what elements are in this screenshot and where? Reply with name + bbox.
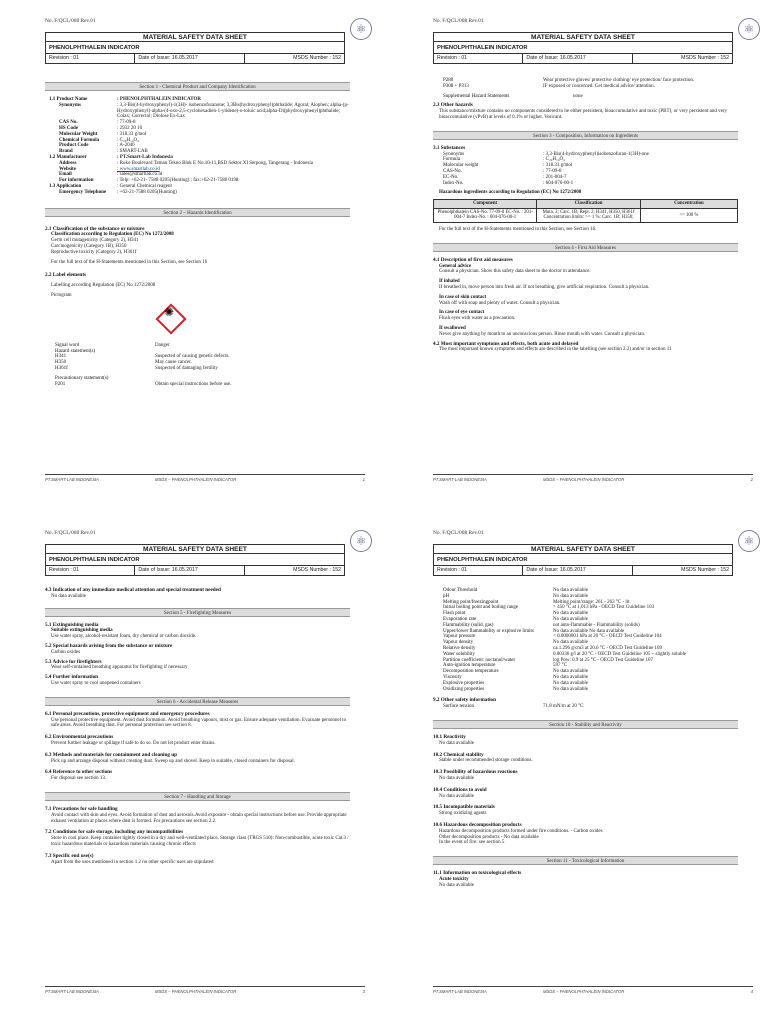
property-name: Partition coefficient: noctanol/water [443, 657, 516, 663]
revision-label: Revision : 01 [46, 54, 135, 63]
paragraph: Strong oxidizing agents [439, 811, 487, 817]
section-4-bar: Section 4 - First Aid Measures [433, 243, 738, 252]
subsection-heading: 6.3 Methods and materials for containment and cleaning up [45, 751, 178, 758]
property-name: Decomposition temperature [443, 669, 499, 675]
field-label: Synonyms [59, 102, 81, 108]
document-title: MATERIAL SAFETY DATA SHEET [434, 545, 732, 554]
product-title: PHENOLPHTHALEIN INDICATOR [46, 42, 344, 54]
paragraph: Pick up and arrange disposal without creating dust. Sweep up and shovel. Keep in suitable, closed containers for disposal. [51, 758, 295, 764]
subsection-heading: 5.3 Advice for firefighters [45, 658, 102, 665]
field-label: Website [59, 166, 76, 172]
field-value: : C₂₀H₁₄O₄ [117, 137, 139, 143]
subsection-heading: 4.3 Indication of any immediate medical attention and special treatment needed [45, 587, 221, 593]
subsection-subheading: Suitable extinguishing media [51, 628, 113, 634]
property-name: Vapour pressure [443, 634, 476, 640]
property-value: Melting point/range: 261 - 263 °C - lit. [553, 599, 631, 605]
page-footer [45, 986, 365, 994]
subsection-heading: 11.1 Information on toxicological effects [433, 870, 522, 877]
field-value: : 77-09-8 [117, 120, 136, 126]
section-1-bar: Section 1 - Chemical Product and Company Identification [45, 82, 350, 91]
field-value: : 77-09-8 [543, 168, 562, 174]
table-caption: Hazardous ingredients according to Regulation (EC) No 1272/2008 [439, 190, 582, 196]
property-name: Vapour density [443, 640, 474, 646]
revision-label: Revision : 01 [46, 566, 135, 575]
section-11-bar: Section 11 - Toxicological Information [433, 856, 738, 865]
field-label: 1.3 Application [49, 183, 82, 189]
section-6-bar: Section 6 - Accidental Release Measures [45, 697, 350, 706]
paragraph: Apart from the uses mentioned in section 1.2 no other specific uses are stipulated [51, 859, 214, 865]
subsection-heading: 6.4 Reference to other sections [45, 769, 113, 776]
section-2-bar: Section 2 – Hazards Identification [45, 208, 350, 217]
field-label: CAS-No. [443, 168, 462, 174]
classification-line: Germ cell mutagenicity (Category 2), H341 [51, 238, 139, 244]
company-logo-icon: ⚛ [350, 18, 372, 40]
paragraph: This substance/mixture contains no components considered to be either persistent, bioaccumulative and toxic (PBT), or very persistent and very bioaccumulative (vPvB) at levels of 0.1% or higher. Vesicant. [439, 109, 727, 120]
table-cell: Muta. 2; Carc. 1B; Repr. 2; H341, H350, H361f Concentration limits: >= 1 %: Carc. 1B; H350; [537, 208, 640, 222]
field-label: Signal word [55, 342, 80, 348]
field-value: : 3,3-Bis(4-hydroxyphenyl)isobenzofuran-1(3H)-one [543, 151, 649, 157]
field-label: Chemical Formula [59, 137, 100, 143]
doc-number: No. F/QCL/008 Rev.01 [45, 18, 96, 24]
subsection-subheading: If swallowed [439, 325, 466, 331]
property-name: Auto-ignition temperature [443, 663, 496, 669]
table-header: Classification [537, 200, 640, 209]
issue-date: Date of Issue: 16.05.2017 [523, 54, 633, 63]
classification-note: For the full text of the H-Statements mentioned in this Section, see Section 16 [51, 259, 208, 265]
msds-number: MSDS Number : 152 [681, 567, 730, 573]
paragraph: Stable under recommended storage conditions. [439, 758, 533, 764]
hazard-code: H350 [55, 360, 67, 366]
revision-label: Revision : 01 [434, 566, 523, 575]
property-name: Oxidizing properties [443, 686, 485, 692]
field-label: Emergency Telephone [59, 189, 107, 195]
subsection-heading: 7.1 Precautions for safe handling [45, 805, 118, 812]
property-name: pH [443, 593, 450, 599]
subsection-subheading: If inhaled [439, 279, 460, 285]
section-10-bar: Section 10 - Stability and Reactivity [433, 720, 738, 729]
paragraph: Wear self-contained breathing apparatus for firefighting if necessary [51, 665, 188, 671]
property-value: No data available [553, 640, 588, 646]
issue-date: Date of Issue: 16.05.2017 [135, 566, 245, 575]
paragraph: Consult a physician. Show this safety data sheet to the doctor in attendance. [439, 269, 591, 275]
issue-date: Date of Issue: 16.05.2017 [523, 566, 633, 575]
property-value: > 450 °C at 1,013 hPa - OECD Test Guideline 103 [553, 605, 655, 611]
paragraph: No data available [439, 793, 474, 799]
footer-title: MSDS – PHENOLPHTHALEIN INDICATOR [155, 477, 237, 482]
paragraph: No data available [439, 775, 474, 781]
subsection-heading: 2.1 Classification of the substance or mixture [45, 225, 145, 232]
msds-number: MSDS Number : 152 [681, 55, 730, 61]
section-3-bar: Section 3 - Composition, Information on Ingredients [433, 131, 738, 140]
paragraph: In the event of fire: see section 5 [439, 840, 505, 846]
paragraph: Store in cool place. Keep container tightly closed in a dry and well-ventilated place. Storage class (TRGS 510): Non-combustible, acute toxic Cat.3 / toxic hazardous materials or hazardous materials causing chronic effects [51, 836, 349, 847]
field-value: : PT.Smart-Lab Indonesia [117, 154, 173, 160]
subsection-heading: 2.2 Label elements [45, 272, 87, 279]
field-label: Synonyms [443, 151, 465, 157]
field-label: Molecular weight [443, 163, 479, 169]
property-value: No data available [553, 674, 588, 680]
property-value: < 0.0000001 hPa at 20 °C - OECD Test Guideline 104 [553, 634, 662, 640]
field-label: Molecular Weight [59, 131, 98, 137]
table-row [434, 208, 738, 222]
subsection-heading: 5.2 Special hazards arising from the substance or mixture [45, 642, 173, 649]
page-body [45, 76, 350, 387]
product-title: PHENOLPHTHALEIN INDICATOR [434, 554, 732, 566]
paragraph: Avoid contact with skin and eyes. Avoid formation of dust and aerosols.Avoid exposure - obtain special instructions before use. Provide appropriate exhaust ventilation at places where dust is formed. For precautions see section 2.2. [51, 812, 347, 824]
paragraph: Use personal protective equipment. Avoid dust formation. Avoid breathing vapours, mist or gas. Ensure adequate ventilation. Evacuate personnel to safe areas. Avoid breathing dust. For personal protection see section 8. [51, 717, 347, 729]
field-value: 71.8 mN/m at 20 °C [543, 704, 584, 710]
footer-company: PT.SMART-LAB INDONESIA [45, 477, 99, 482]
page-footer [433, 986, 753, 994]
paragraph: Wash off with soap and plenty of water. Consult a physician. [439, 300, 561, 306]
property-name: Evaporation rate [443, 616, 477, 622]
doc-number: No. F/QCL/008 Rev.01 [433, 530, 484, 536]
field-label: Brand [59, 149, 73, 155]
property-value: 0.00336 g/l at 20 °C - OECD Test Guideline 105 – slightly soluble [553, 651, 687, 657]
company-logo-icon: ⚛ [738, 530, 760, 552]
property-name: Upper/lower flammability or explosive limits [443, 628, 534, 634]
property-value: No data available [553, 588, 588, 593]
company-logo-icon: ⚛ [350, 530, 372, 552]
subsection-heading: 6.1 Personal precautions, protective equipment and emergency procedures [45, 710, 210, 717]
field-value: : SMART-LAB [117, 149, 148, 155]
subsection-heading: 10.5 Incompatible materials [433, 804, 495, 811]
product-title: PHENOLPHTHALEIN INDICATOR [434, 42, 732, 54]
page-header-box [45, 544, 345, 576]
field-label: Precautionary statement(s) [55, 375, 109, 381]
precaution-code: P308 + P313 [443, 83, 469, 89]
revision-row [46, 54, 344, 63]
precaution-text: IF exposed or concerned: Get medical advice/ attention. [543, 83, 655, 89]
field-value: : 3,3-Bis(4-hydroxyphenyl)-1(3H)- isobenzofuranone; 3,3Bis(hydroxyphenyl)phthalide; Agoral; Alophen; alpha-(p-Hydroxyphenyl)-alpha-(4-oxo-2,5-cyclohexadien-1-ylidene)-o-toluic acid;alpha-Di(phydroxyphenyl)phthalide; Colax; Correctol; Diolose Ex-Lax [117, 102, 349, 120]
field-value: : +62-21-7588 0205(Hunting) [117, 189, 177, 195]
property-value: log Pow: 0.9 at 25 °C - OECD Test Guideline 107 [553, 657, 654, 663]
field-label: Product Code [59, 143, 89, 149]
signal-word: Danger [155, 342, 170, 348]
precaution-code: P280 [443, 78, 454, 83]
page-number: 2 [750, 477, 753, 482]
page-header-box [433, 32, 733, 64]
page-body [433, 76, 738, 353]
footer-title: MSDS – PHENOLPHTHALEIN INDICATOR [543, 477, 625, 482]
label-regulation: Labelling according Regulation (EC) No 1272/2008 [51, 283, 156, 289]
page-body [433, 588, 738, 888]
field-label: HS Code [59, 125, 79, 131]
footer-company: PT.SMART-LAB INDONESIA [433, 477, 487, 482]
msds-number: MSDS Number : 152 [293, 55, 342, 61]
document-title: MATERIAL SAFETY DATA SHEET [46, 33, 344, 42]
subsection-heading: 10.1 Reactivity [433, 733, 466, 740]
paragraph: Use water spray, alcohol-resistant foam, dry chemical or carbon dioxide. [51, 634, 197, 640]
paragraph: For disposal see section 13. [51, 776, 107, 782]
subsection-subheading: In case of eye contact [439, 310, 485, 316]
field-value: : 201-004-7 [543, 174, 567, 180]
hazard-text: Suspected of damaging fertility [155, 365, 218, 371]
page-footer [45, 474, 365, 482]
subsection-heading: 10.6 Hazardous decomposition products [433, 821, 522, 828]
document-title: MATERIAL SAFETY DATA SHEET [434, 33, 732, 42]
page-header-box [45, 32, 345, 64]
paragraph: No data available [439, 882, 474, 888]
paragraph: Never give anything by mouth to an unconscious person. Rinse mouth with water. Consult a physician. [439, 331, 646, 337]
field-value: : 318.33 g/mol [543, 163, 573, 169]
subsection-heading: 2.3 Other hazards [433, 102, 473, 109]
page-number: 1 [362, 477, 365, 482]
website-link[interactable]: : www.smartlab.co.id [117, 166, 160, 172]
ingredients-table [433, 199, 738, 223]
page-body [45, 588, 350, 865]
page-number: 3 [362, 989, 365, 994]
property-name: Flammability (solid, gas) [443, 622, 494, 628]
page-header-box [433, 544, 733, 576]
subsection-subheading: Acute toxicity [439, 876, 469, 882]
precaution-text: Obtain special instructions before use. [155, 381, 232, 387]
hazard-code: H361f [55, 365, 68, 371]
property-name: Viscosity [443, 674, 462, 680]
document-title: MATERIAL SAFETY DATA SHEET [46, 545, 344, 554]
field-label: CAS No. [59, 120, 78, 126]
classification-line: Carcinogenicity (Category 1B), H350 [51, 243, 127, 249]
property-name: Water solubility [443, 651, 475, 657]
precaution-code: P201 [55, 381, 66, 387]
property-name: Odour Threshold [443, 588, 478, 593]
paragraph: Other decomposition products - No data available [439, 834, 539, 840]
field-value: : 2932 20 10 [117, 125, 143, 131]
table-cell: Phenolphthalein CAS-No. 77-09-8 EC-No. : 201-004-7 Index-No. : 604-076-00-1 [434, 208, 537, 222]
page-footer [433, 474, 753, 482]
property-value: ca.1.296 g/cm3 at 20.6 °C - OECD Test Guideline 109 [553, 645, 663, 651]
company-logo-icon: ⚛ [738, 18, 760, 40]
doc-number: No. F/QCL/008 Rev.01 [433, 18, 484, 24]
field-value: : PHENOLPHTHALEIN INDICATOR [117, 97, 201, 102]
paragraph: Carbon oxides [51, 649, 81, 655]
subsection-heading: 5.1 Extinguishing media [45, 621, 99, 628]
field-label: Formula [443, 157, 460, 163]
property-row [433, 687, 738, 693]
subsection-heading: 10.3 Possibility of hazardous reactions [433, 769, 518, 776]
property-name: Explosive properties [443, 680, 485, 686]
revision-label: Revision : 01 [434, 54, 523, 63]
property-value: No data available [553, 611, 588, 617]
field-label: 1.2 Manufacturer [49, 154, 87, 160]
table-note: For the full text of the H-Statements mentioned in this Section, see Section 16. [439, 226, 597, 232]
subsection-subheading: Classification according to Regulation (EC) No 1272/2008 [51, 232, 174, 238]
field-label: Supplemental Hazard Statements [443, 93, 510, 99]
precaution-text: Wear protective gloves/ protective clothing/ eye protection/ face protection. [543, 78, 695, 83]
health-hazard-pictogram-icon: ✺ [155, 303, 187, 335]
revision-row [46, 566, 344, 575]
page-number: 4 [750, 989, 753, 994]
document-page-4 [420, 530, 768, 998]
property-name: Initial boiling point and boiling range [443, 605, 519, 611]
field-label: Index-No. [443, 180, 464, 186]
subsection-heading: 7.2 Conditions for safe storage, including any incompatibilities [45, 829, 184, 836]
subsection-heading: 10.4 Conditions to avoid [433, 786, 487, 793]
footer-company: PT.SMART-LAB INDONESIA [433, 989, 487, 994]
msds-number: MSDS Number : 152 [293, 567, 342, 573]
subsection-heading: 6.2 Environmental precautions [45, 734, 114, 741]
subsection-heading: 4.2 Most important symptoms and effects, both acute and delayed [433, 340, 579, 347]
paragraph: Use water spray to cool unopened containers [51, 680, 141, 686]
field-value: : General Chemical reagent [117, 183, 172, 189]
subsection-heading: 9.2 Other safety information [433, 697, 497, 704]
paragraph: The most important known symptoms and effects are described in the labelling (see section 2.2) and/or in section 11 [439, 347, 672, 353]
subsection-subheading: In case of skin contact [439, 294, 487, 300]
property-name: Relative density [443, 645, 476, 651]
paragraph: Flush eyes with water as a precaution. [439, 316, 516, 322]
revision-row [434, 566, 732, 575]
subsection-heading: 7.3 Specific end use(s) [45, 852, 94, 859]
field-label: Hazard statement(s) [55, 348, 96, 354]
footer-company: PT.SMART-LAB INDONESIA [45, 989, 99, 994]
property-value: No data available [553, 680, 588, 686]
subsection-heading: 4.1 Description of first aid measures [433, 256, 513, 263]
paragraph: Hazardous decomposition products formed under fire conditions. - Carbon oxides [439, 828, 603, 834]
property-name: Flash point [443, 611, 466, 617]
field-label: Email [59, 172, 72, 178]
property-value: No data available [553, 616, 588, 622]
section-7-bar: Section 7 - Handling and Storage [45, 792, 350, 801]
email-link[interactable]: : sales@smartlab.co.id [117, 172, 163, 178]
field-label: Address [59, 160, 77, 166]
property-name: Melting point/freezingpoint [443, 599, 499, 605]
field-value: : Telp: +62-21- 7588 0205(Hunting) ; fax:+62-21-7588 0198 [117, 178, 239, 184]
property-value: not auto-flammable - Flammability (solids) [553, 622, 640, 628]
footer-title: MSDS – PHENOLPHTHALEIN INDICATOR [155, 989, 237, 994]
footer-title: MSDS – PHENOLPHTHALEIN INDICATOR [543, 989, 625, 994]
hazard-code: H341 [55, 354, 67, 360]
product-title: PHENOLPHTHALEIN INDICATOR [46, 554, 344, 566]
field-value: : A-2046 [117, 143, 135, 149]
paragraph: Prevent further leakage or spillage if safe to do so. Do not let product enter drains. [51, 740, 216, 746]
subsection-heading: 5.4 Further information [45, 674, 99, 681]
property-value: No data available [553, 686, 588, 692]
revision-row [434, 54, 732, 63]
document-page-2 [420, 18, 768, 486]
field-value: : 318.33 g/mol [117, 131, 147, 137]
hazard-text: Suspected of causing genetic defects. [155, 354, 230, 360]
property-value: No data available [553, 669, 588, 675]
property-value: No data available [553, 593, 588, 599]
field-label: Surface tension [443, 704, 474, 710]
field-label: For information [59, 178, 94, 184]
field-value: : C₂₀H₁₄O₄ [543, 157, 565, 163]
table-header: Component [434, 200, 537, 209]
subsection-heading: 3.1 Substances [433, 144, 466, 151]
field-value: : Ruko Boulevard Taman Tekno Blok E No.10-11,BSD Sektor XI Serpong, Tangerang - Indonesia [117, 160, 313, 166]
properties-list [433, 588, 738, 692]
field-label: 1.1 Product Name [49, 97, 88, 102]
field-label: EC-No. [443, 174, 459, 180]
paragraph: No data available [439, 740, 474, 746]
hazard-text: May cause cancer. [155, 360, 192, 366]
property-value: No data available No data available [553, 628, 625, 634]
issue-date: Date of Issue: 16.05.2017 [135, 54, 245, 63]
subsection-heading: 10.2 Chemical stability [433, 751, 484, 758]
property-value: 597 °C [553, 663, 568, 669]
field-value: none [573, 93, 583, 99]
paragraph: No data available [51, 593, 86, 599]
doc-number: No. F/QCL/008 Rev.01 [45, 530, 96, 536]
document-page-3 [32, 530, 380, 998]
document-page-1 [32, 18, 380, 486]
field-value: : 604-076-00-1 [543, 180, 574, 186]
table-header: Concentration [640, 200, 737, 209]
subsection-subheading: General advice [439, 263, 472, 269]
table-cell: <= 100 % [640, 208, 737, 222]
classification-line: Reproductive toxicity (Category 2), H361f [51, 249, 137, 255]
pictogram-label: Pictogram [51, 292, 72, 298]
paragraph: If breathed in, move person into fresh air. If not breathing, give artificial respiration. Consult a physician. [439, 284, 650, 290]
section-5-bar: Section 5 - Firefighting Measures [45, 608, 350, 617]
